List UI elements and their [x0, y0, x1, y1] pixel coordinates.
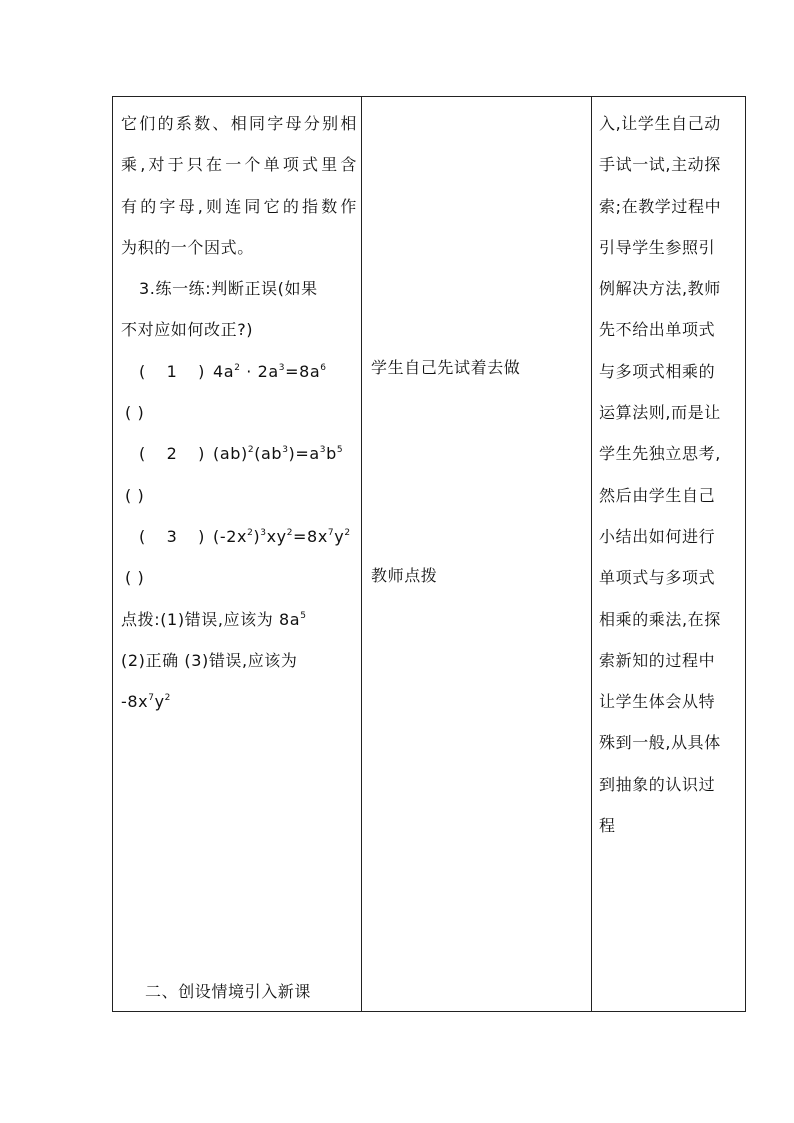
- exercise-expression: $(-2x^2)^3xy^2=8x^7y^2$: [213, 526, 351, 546]
- content-line: 为积的一个因式。: [121, 237, 254, 257]
- intent-line: 学生先独立思考,: [599, 444, 721, 464]
- intent-line: 到抽象的认识过: [599, 774, 716, 794]
- intent-line: 索;在教学过程中: [599, 196, 722, 216]
- intent-line: 程: [599, 816, 616, 836]
- answer-blank: ( ): [125, 568, 145, 588]
- answer-blank: ( ): [125, 403, 145, 423]
- intent-line: 相乘的乘法,在探: [599, 609, 721, 629]
- intent-line: 殊到一般,从具体: [599, 733, 721, 753]
- content-line: 乘,对于只在一个单项式里含: [121, 155, 357, 175]
- intent-line: 然后由学生自己: [599, 485, 716, 505]
- intent-line: 小结出如何进行: [599, 526, 716, 546]
- exercise-1: [121, 351, 357, 392]
- intent-line: 入,让学生自己动: [599, 114, 721, 133]
- exercise-expression: $(ab)^2(ab^3)=a^3b^5$: [213, 444, 344, 464]
- hint-line: $-8x^7y^2$: [121, 692, 171, 712]
- intent-line: 让学生体会从特: [599, 692, 716, 712]
- practice-title: 3.练一练:判断正误(如果: [139, 279, 318, 299]
- exercise-2: [121, 433, 357, 474]
- content-line: 它们的系数、相同字母分别相: [121, 114, 357, 133]
- intent-line: 手试一试,主动探: [599, 155, 721, 175]
- student-activity-cell: [361, 97, 591, 1011]
- intent-line: 例解决方法,教师: [599, 279, 721, 299]
- intent-line: 先不给出单项式: [599, 320, 716, 340]
- hint-line: (2)正确 (3)错误,应该为: [121, 650, 298, 670]
- content-line: 有的字母,则连同它的指数作: [121, 196, 357, 216]
- design-intent-cell: [591, 97, 747, 1011]
- intent-line: 运算法则,而是让: [599, 403, 721, 423]
- hint-line: 点拨:(1)错误,应该为 $8a^5$: [121, 609, 307, 629]
- activity-text: 教师点拨: [371, 566, 438, 585]
- practice-title-cont: 不对应如何改正?): [121, 320, 254, 340]
- section-heading: 二、创设情境引入新课: [145, 982, 312, 1001]
- teaching-content-cell: [113, 97, 361, 1011]
- intent-line: 引导学生参照引: [599, 237, 716, 257]
- intent-line: 单项式与多项式: [599, 568, 716, 588]
- intent-line: 索新知的过程中: [599, 650, 716, 670]
- lesson-table: [112, 96, 746, 1012]
- exercise-3: [121, 516, 357, 557]
- exercise-expression: $4a^2 \cdot 2a^3=8a^6$: [213, 361, 327, 381]
- exercise-number: ( 1 ): [139, 361, 205, 381]
- answer-blank: ( ): [125, 485, 145, 505]
- activity-text: 学生自己先试着去做: [371, 358, 521, 377]
- intent-line: 与多项式相乘的: [599, 361, 716, 381]
- exercise-number: ( 2 ): [139, 444, 205, 464]
- exercise-number: ( 3 ): [139, 526, 205, 546]
